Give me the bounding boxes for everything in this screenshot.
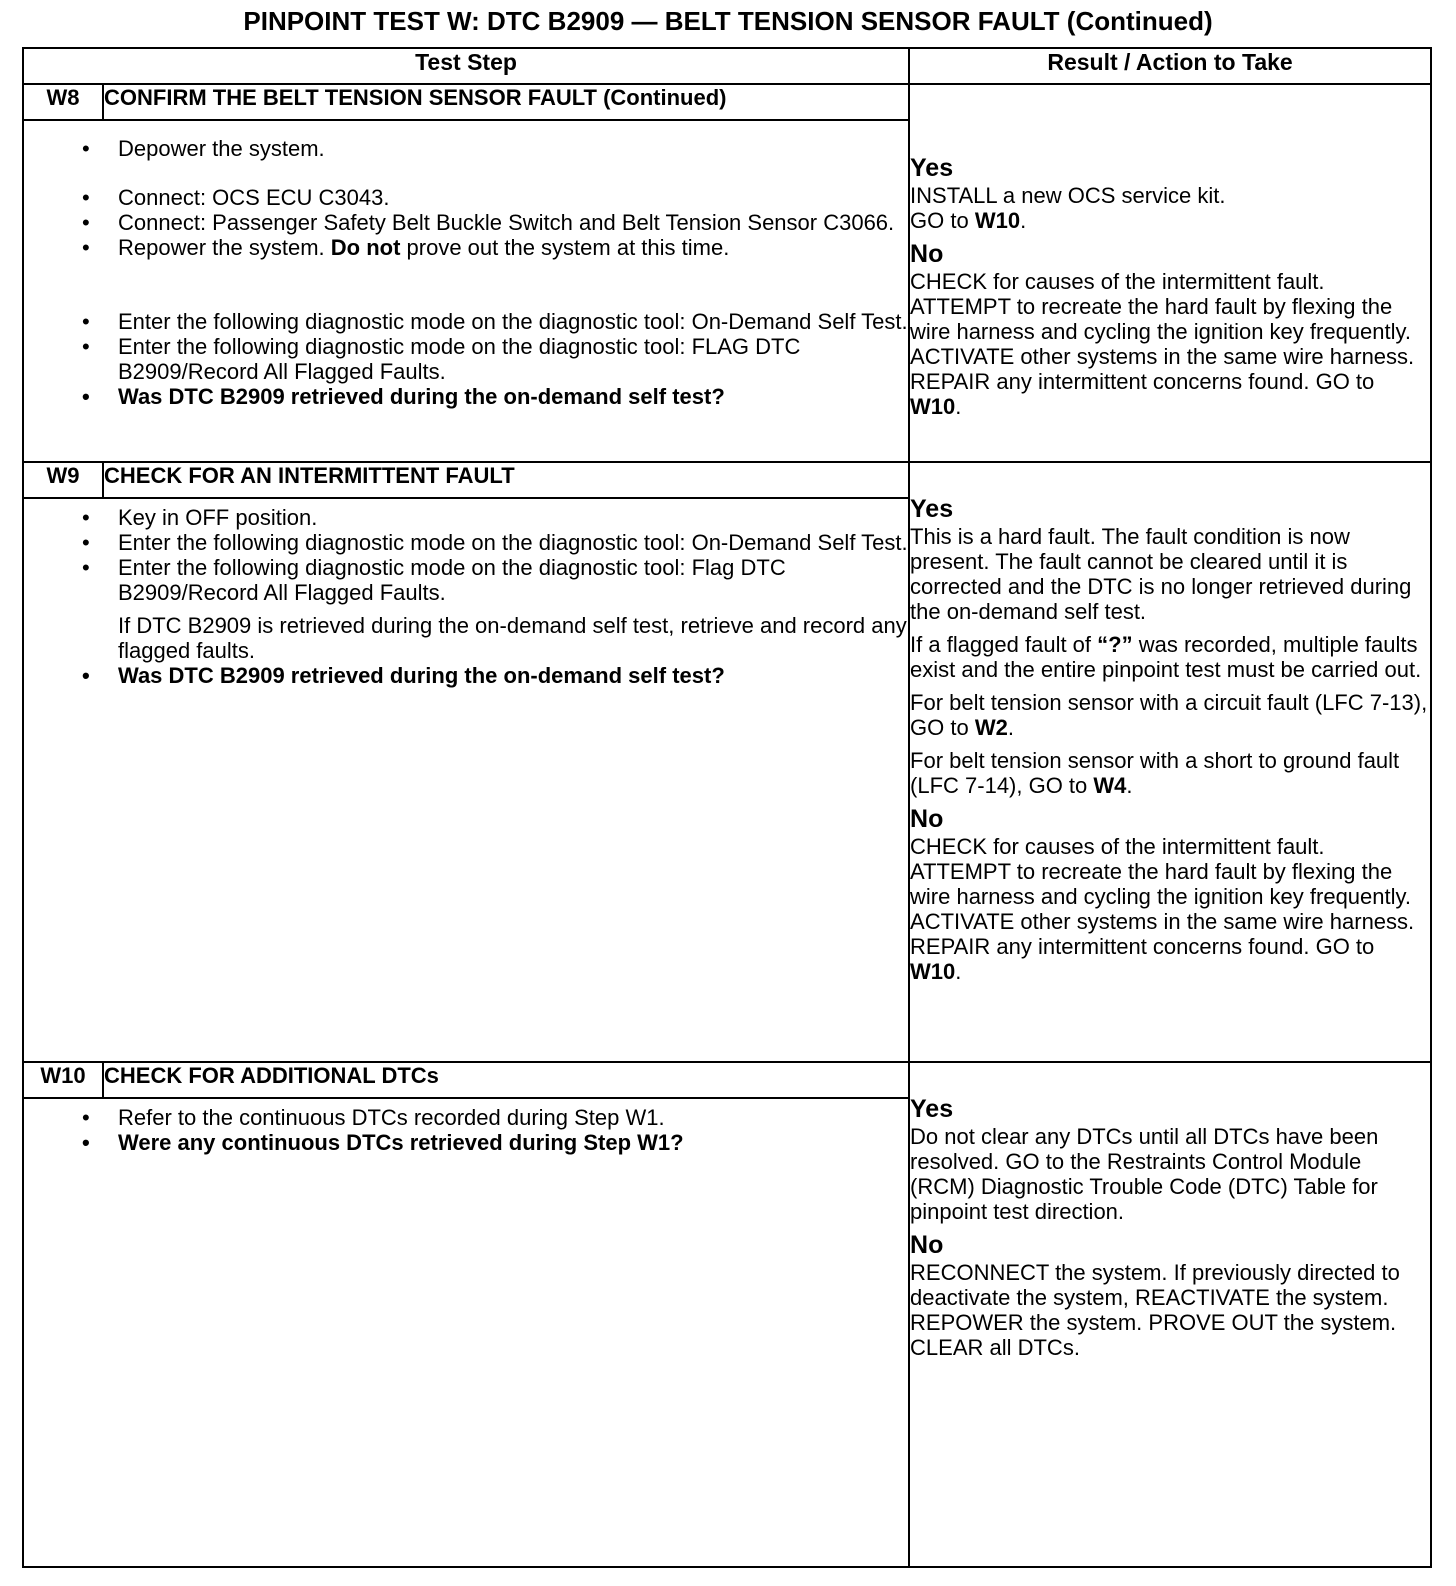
no-label: No (910, 805, 944, 833)
list-item: • Were any continuous DTCs retrieved during Step W1? (118, 1130, 908, 1155)
yes-label: Yes (910, 154, 954, 182)
result-text: CHECK for causes of the intermittent fault. ATTEMPT to recreate the hard fault by flexing the wire harness and cycling the ignition key frequently. ACTIVATE other systems in the same wire harness. REPAIR any intermittent concerns found. GO to W10. (910, 269, 1415, 419)
header-result-action: Result / Action to Take (909, 48, 1431, 84)
result-cell-w9 (909, 462, 1431, 1062)
result-text: If a flagged fault of “?” was recorded, multiple faults exist and the entire pinpoint test must be carried out. (910, 632, 1422, 682)
yes-label: Yes (910, 1095, 954, 1123)
step-id-w8: W8 (23, 84, 103, 120)
list-item: • Was DTC B2909 retrieved during the on-demand self test? (118, 384, 908, 409)
pinpoint-test-table (22, 47, 1432, 1568)
result-cell-w10 (909, 1062, 1431, 1567)
list-item: • Enter the following diagnostic mode on the diagnostic tool: On-Demand Self Test. (118, 530, 908, 555)
list-item: • Was DTC B2909 retrieved during the on-demand self test? (118, 663, 908, 688)
yes-label: Yes (910, 495, 954, 523)
step-title-w9: CHECK FOR AN INTERMITTENT FAULT (103, 462, 909, 498)
result-text: RECONNECT the system. If previously directed to deactivate the system, REACTIVATE the system. REPOWER the system. PROVE OUT the system. CLEAR all DTCs. (910, 1260, 1400, 1360)
list-item: • Depower the system. (118, 136, 908, 161)
step-title-w8: CONFIRM THE BELT TENSION SENSOR FAULT (Continued) (103, 84, 909, 120)
step-id-w10: W10 (23, 1062, 103, 1098)
list-item: • Key in OFF position. (118, 505, 908, 530)
list-item: • Repower the system. Do not prove out the system at this time. (118, 235, 908, 260)
step-body-w10 (23, 1098, 909, 1567)
list-item: • Enter the following diagnostic mode on the diagnostic tool: On-Demand Self Test. (118, 309, 908, 334)
result-text: For belt tension sensor with a short to ground fault (LFC 7-14), GO to W4. (910, 748, 1400, 798)
no-label: No (910, 240, 944, 268)
step-body-w9 (23, 498, 909, 1062)
step-row-w10 (23, 1062, 1431, 1098)
table-header-row (23, 48, 1431, 84)
result-text: Do not clear any DTCs until all DTCs have been resolved. GO to the Restraints Control Module (RCM) Diagnostic Trouble Code (DTC) Table for pinpoint test direction. (910, 1124, 1379, 1224)
result-text: For belt tension sensor with a circuit fault (LFC 7-13), GO to W2. (910, 690, 1428, 740)
header-test-step: Test Step (23, 48, 909, 84)
step-title-w10: CHECK FOR ADDITIONAL DTCs (103, 1062, 909, 1098)
list-item: • Refer to the continuous DTCs recorded during Step W1. (118, 1105, 908, 1130)
step-row-w9 (23, 462, 1431, 498)
step-body-w8 (23, 120, 909, 462)
step-id-w9: W9 (23, 462, 103, 498)
result-cell-w8 (909, 84, 1431, 462)
list-item: • Enter the following diagnostic mode on the diagnostic tool: FLAG DTC B2909/Record All Flagged Faults. (118, 334, 908, 384)
result-text: This is a hard fault. The fault condition is now present. The fault cannot be cleared until it is corrected and the DTC is no longer retrieved during the on-demand self test. (910, 524, 1412, 624)
page-title: PINPOINT TEST W: DTC B2909 — BELT TENSION SENSOR FAULT (Continued) (243, 6, 1213, 36)
list-item: • Enter the following diagnostic mode on the diagnostic tool: Flag DTC B2909/Record All Flagged Faults. (118, 555, 908, 605)
step-row-w8 (23, 84, 1431, 120)
result-text: CHECK for causes of the intermittent fault. ATTEMPT to recreate the hard fault by flexing the wire harness and cycling the ignition key frequently. ACTIVATE other systems in the same wire harness. REPAIR any intermittent concerns found. GO to W10. (910, 834, 1415, 984)
result-text: INSTALL a new OCS service kit. GO to W10. (910, 183, 1226, 233)
list-item: • Connect: Passenger Safety Belt Buckle Switch and Belt Tension Sensor C3066. (118, 210, 908, 235)
list-item: • Connect: OCS ECU C3043. (118, 185, 908, 210)
list-item: If DTC B2909 is retrieved during the on-demand self test, retrieve and record any flagged faults. (118, 613, 907, 663)
no-label: No (910, 1231, 944, 1259)
